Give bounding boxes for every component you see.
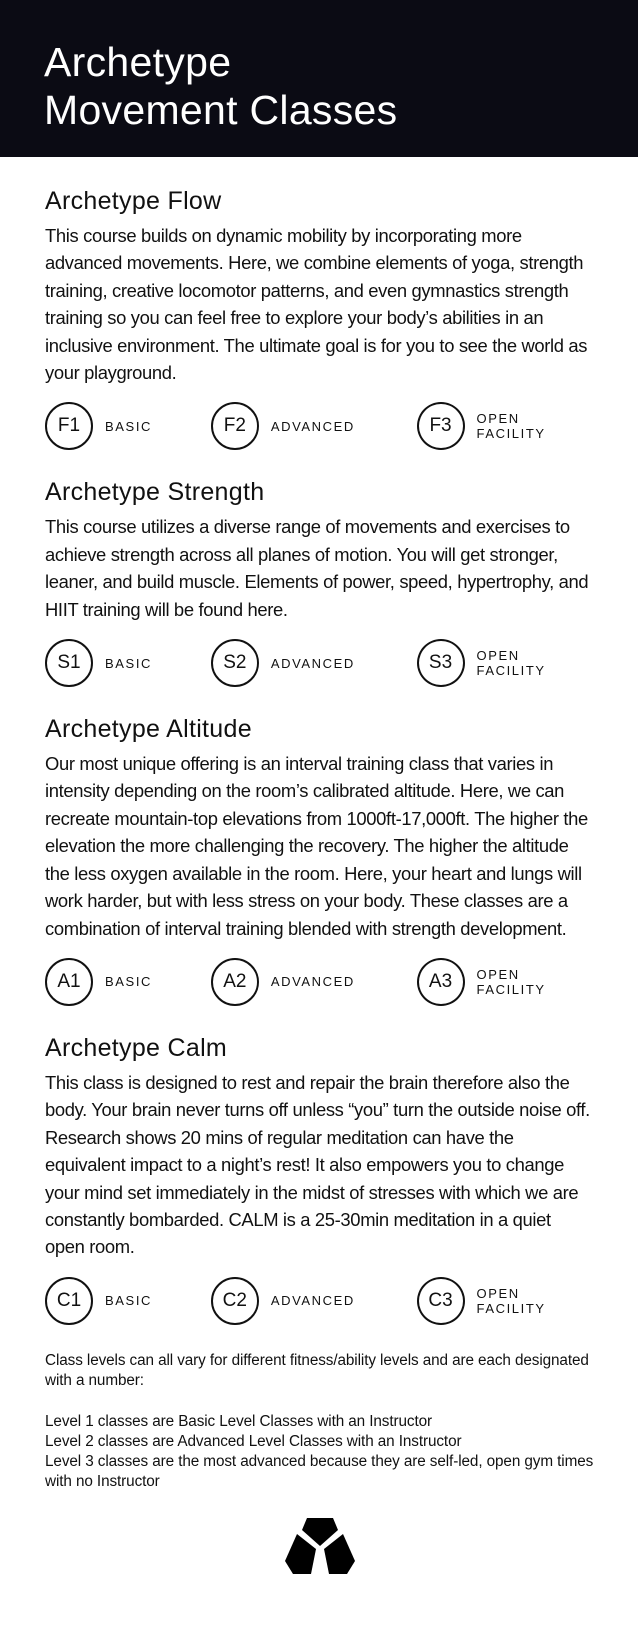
level-list [45, 958, 594, 1006]
level-list [45, 402, 594, 450]
level-list [45, 1277, 594, 1325]
page-header [0, 0, 638, 157]
level-item [45, 402, 211, 450]
section-body: This course builds on dynamic mobility by incorporating more advanced movements. Here, we combine elements of yoga, strength training, creative locomotor patterns, and even gymnastics strength training so you can feel free to explore your body’s abilities in an inclusive environment. The ultimate goal is for you to see the world as your playground. [45, 225, 588, 384]
level-badge: C1 [45, 1277, 93, 1325]
section-body: Our most unique offering is an interval training class that varies in intensity depending on the room’s calibrated altitude. Here, we can recreate mountain-top elevations from 1000ft-17,000ft. The higher the elevation the more challenging the recovery. The higher the altitude the less oxygen available in the room. Here, your heart and lungs will work harder, but with less stress on your body. These classes are a combination of interval training blended with strength development. [45, 753, 588, 939]
level-label: OPEN FACILITY [476, 1285, 546, 1316]
level-badge: F2 [211, 402, 259, 450]
level-label: BASIC [105, 974, 153, 990]
level-item [211, 1277, 417, 1325]
page-title [44, 38, 638, 134]
level3-description: Level 3 classes are the most advanced because they are self-led, open gym times with no Instructor [45, 1452, 594, 1490]
class-levels-note [45, 1351, 594, 1492]
level-item [211, 639, 417, 687]
content [0, 157, 638, 1578]
level-badge: S2 [211, 639, 259, 687]
level-item [45, 639, 211, 687]
section-title: Archetype Flow [45, 187, 222, 215]
level-item [417, 958, 594, 1006]
level-badge: F3 [417, 402, 465, 450]
level-badge: A1 [45, 958, 93, 1006]
section-calm [45, 1032, 594, 1325]
section-title: Archetype Altitude [45, 715, 252, 744]
level-badge: C3 [417, 1277, 465, 1325]
level-label: ADVANCED [270, 418, 355, 434]
level-item [417, 402, 594, 450]
level-label: ADVANCED [270, 655, 355, 671]
level-badge: S3 [417, 639, 465, 687]
section-body: This class is designed to rest and repair the brain therefore also the body. Your brain never turns off unless “you” turn the outside noise off. Research shows 20 mins of regular meditation can have the equivalent impact to a night’s rest! It also empowers you to change your mind set immediately in the midst of stresses with which we are constantly bombarded. CALM is a 25-30min meditation in a quiet open room. [45, 1071, 590, 1258]
level-list [45, 639, 594, 687]
level-item [45, 958, 211, 1006]
level-item [417, 639, 594, 687]
level-label: OPEN FACILITY [476, 411, 546, 442]
section-title: Archetype Calm [45, 1033, 228, 1062]
level2-description: Level 2 classes are Advanced Level Classes with an Instructor [45, 1432, 462, 1450]
level-badge: F1 [45, 402, 93, 450]
level-item [211, 402, 417, 450]
level-label: OPEN FACILITY [476, 966, 546, 997]
level-label: ADVANCED [270, 1293, 355, 1309]
section-body: This course utilizes a diverse range of movements and exercises to achieve strength across all planes of motion. You will get stronger, leaner, and build muscle. Elements of power, speed, hypertrophy, and HIIT training will be found here. [45, 516, 589, 620]
level-label: BASIC [105, 655, 153, 671]
logo-container [45, 1516, 594, 1578]
section-altitude [45, 713, 594, 1006]
level1-description: Level 1 classes are Basic Level Classes with an Instructor [45, 1412, 432, 1430]
level-label: BASIC [105, 418, 153, 434]
section-strength [45, 476, 594, 687]
level-label: ADVANCED [270, 974, 355, 990]
level-badge: A2 [211, 958, 259, 1006]
page-title-line2: Movement Classes [44, 87, 398, 133]
page-title-line1: Archetype [44, 39, 232, 85]
level-badge: A3 [417, 958, 465, 1006]
level-label: BASIC [105, 1293, 153, 1309]
section-title: Archetype Strength [45, 478, 265, 507]
level-badge: S1 [45, 639, 93, 687]
class-levels-intro: Class levels can all vary for different fitness/ability levels and are each designated with a number: [45, 1351, 589, 1389]
level-item [417, 1277, 594, 1325]
level-label: OPEN FACILITY [476, 648, 546, 679]
level-item [211, 958, 417, 1006]
level-item [45, 1277, 211, 1325]
level-badge: C2 [211, 1277, 259, 1325]
section-flow [45, 185, 594, 450]
archetype-logo-icon [285, 1516, 355, 1578]
